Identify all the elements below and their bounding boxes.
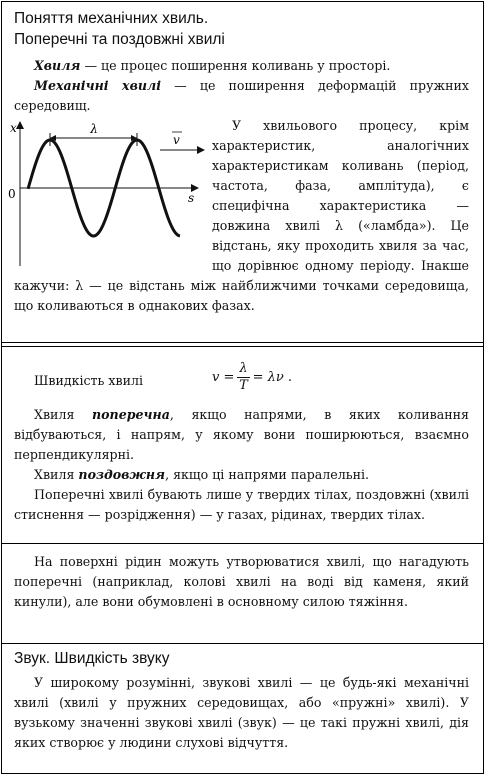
media-paragraph: Поперечні хвилі бувають лише у твердих тілах, поздовжні (хвилі стиснення — розрідження) — у газах, рідинах, твердих тілах. — [14, 487, 469, 522]
sound-title: Звук. Швидкість звуку — [14, 650, 170, 667]
longitudinal-paragraph — [14, 465, 469, 485]
definition-mechanical-text: — це поширення деформацій пружних середовищ. — [14, 78, 469, 113]
speed-formula — [212, 361, 292, 394]
section-sound — [2, 644, 483, 753]
formula-numerator: λ — [239, 361, 248, 376]
title-line-2: Поперечні та поздовжні хвилі — [14, 31, 225, 48]
transverse-lead: Хвиля — [34, 407, 92, 422]
formula-lhs: v = — [212, 370, 235, 385]
sound-paragraph: У широкому розумінні, звукові хвилі — це будь-які механічні хвилі (хвилі у пружних середовищах, або «пружні» хвилі). У вузькому значенні звукові хвилі (звук) — це такі пружні хвилі, дія яких створює у людини слухові відчуття. — [14, 675, 469, 750]
term-mechanical-waves: Механічні хвилі — [34, 78, 161, 93]
title-line-1: Поняття механічних хвиль. — [14, 10, 209, 27]
section-surface-waves — [2, 544, 483, 612]
transverse-paragraph — [14, 405, 469, 465]
wavelength-paragraph: У хвильового процесу, крім характеристик, аналогічних характеристикам коливань (період, частота, фаза, амплітуда), є специфічна характеристика — довжина хвилі λ («ламбда»). Це відстань, яку проходить хвиля за час, що дорівнює одному періоду. Інакше кажучи: λ — це відстань між найближчими точками середовища, що коливаються в однакових фазах. — [14, 118, 469, 313]
x-label: x — [10, 121, 17, 135]
term-transverse: поперечна — [91, 407, 170, 422]
formula-rhs: = λν . — [252, 370, 293, 385]
speed-label: Швидкість хвилі — [34, 373, 144, 388]
definition-wave — [14, 56, 469, 76]
term-longitudinal: поздовжня — [78, 467, 166, 482]
definition-wave-text: — це процес поширення коливань у просторі. — [80, 58, 391, 73]
zero-label: 0 — [8, 187, 16, 201]
longitudinal-lead: Хвиля — [34, 467, 79, 482]
s-label: s — [188, 191, 195, 205]
speed-row — [14, 361, 469, 405]
page — [1, 1, 484, 774]
section-wave-concepts — [2, 2, 483, 342]
formula-fraction — [237, 361, 249, 394]
section-title — [2, 2, 483, 50]
lambda-label: λ — [90, 122, 98, 136]
wave-figure — [8, 118, 208, 268]
divider-1 — [2, 342, 483, 343]
term-wave: Хвиля — [34, 58, 81, 73]
transverse-text: , якщо напрями, в яких коливання відбуваються, і напрям, у якому вони поширюються, взаємно перпендикулярні. — [14, 407, 469, 462]
definition-mechanical-waves — [14, 76, 469, 116]
surface-waves-paragraph: На поверхні рідин можуть утворюватися хвилі, що нагадують поперечні (наприклад, колові хвилі на воді від каменя, який кинули), але вони обумовлені в основному силою тяжіння. — [14, 554, 469, 609]
v-label: v — [173, 133, 180, 147]
longitudinal-text: , якщо ці напрями паралельні. — [165, 467, 370, 482]
formula-denominator: T — [239, 378, 248, 393]
section-wave-speed — [2, 347, 483, 525]
